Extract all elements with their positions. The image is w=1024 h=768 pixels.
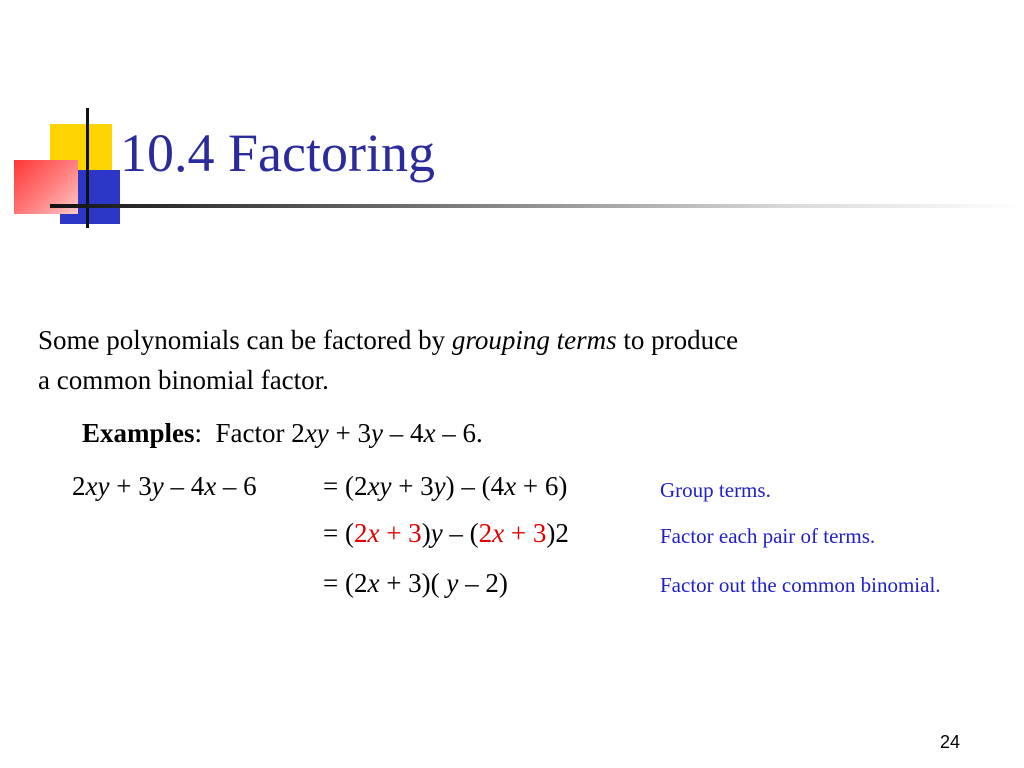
slide-title: 10.4 Factoring [120,123,435,183]
note-group-terms: Group terms. [660,478,771,502]
examples-label: Examples [82,418,195,448]
step-2-expression: = (2x + 3)y – (2x + 3)2 [323,518,569,548]
title-underline [50,204,1024,208]
note-factor-common: Factor out the common binomial. [660,573,941,597]
step-3-expression: = (2x + 3)( y – 2) [323,568,508,598]
note-factor-pairs: Factor each pair of terms. [660,524,876,548]
intro-emphasis: grouping terms [451,325,617,355]
intro-text [38,320,738,400]
intro-line-2: a common binomial factor. [38,365,329,395]
step-1-expression: = (2xy + 3y) – (4x + 6) [323,471,568,501]
lhs-expression: 2xy + 3y – 4x – 6 [72,471,257,501]
page-number: 24 [939,732,960,752]
logo-vertical-line [86,108,89,228]
highlight-binomial-1: 2x + 3 [353,518,422,548]
intro-line-1: Some polynomials can be factored by grouping terms to produce [38,325,739,355]
examples-line: Examples: Factor 2xy + 3y – 4x – 6. [82,418,483,448]
highlight-binomial-2: 2x + 3 [478,518,547,548]
